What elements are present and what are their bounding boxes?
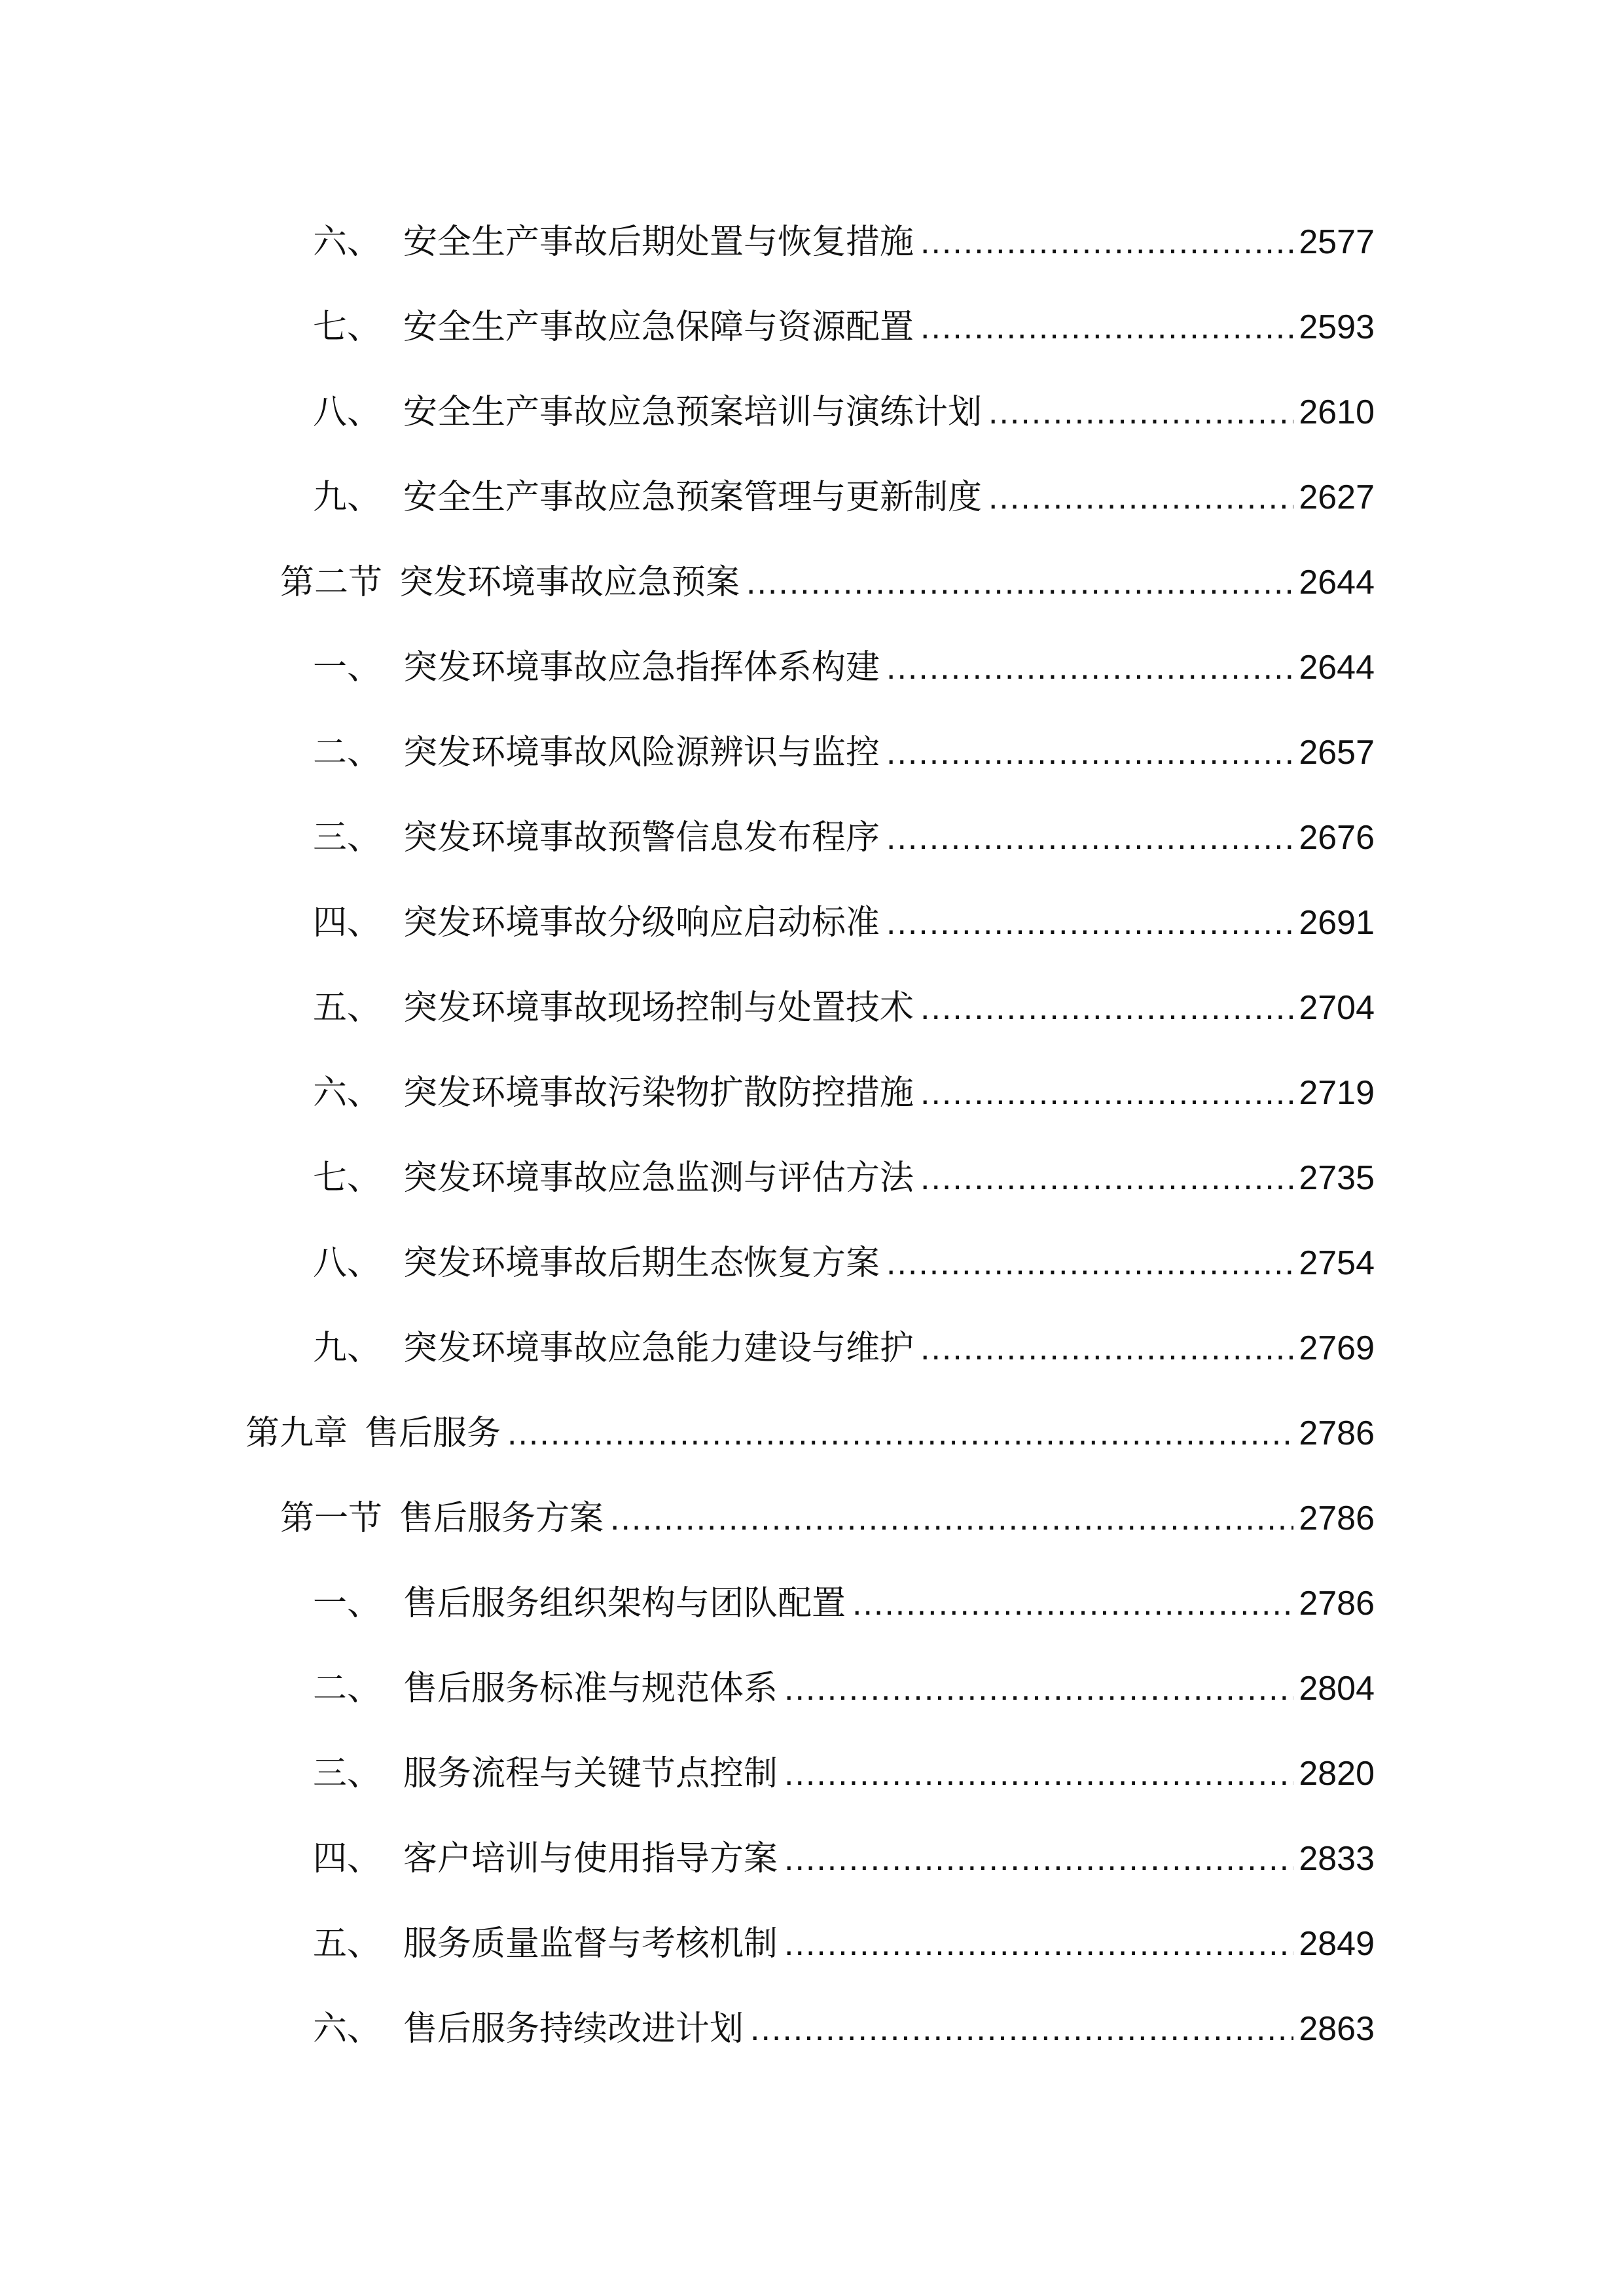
toc-entry-page: 2691 [1299, 904, 1375, 942]
toc-entry[interactable] [0, 1217, 1624, 1283]
toc-entry-label: 三、 [313, 1754, 382, 1793]
leader-dots [920, 1073, 1293, 1113]
leader-dots [920, 1329, 1293, 1368]
leader-dots [886, 1244, 1293, 1283]
toc-entry-title: 安全生产事故应急预案培训与演练计划 [403, 393, 983, 432]
toc-entry-page: 2786 [1299, 1585, 1375, 1623]
toc-entry[interactable] [0, 707, 1624, 772]
toc-entry-page: 2644 [1299, 564, 1375, 601]
toc-entry[interactable] [0, 1558, 1624, 1623]
toc-entry[interactable] [0, 281, 1624, 347]
toc-entry-label: 五、 [313, 1924, 382, 1964]
toc-entry-label: 五、 [313, 988, 382, 1028]
toc-entry-label: 六、 [313, 1073, 382, 1113]
toc-entry-title: 突发环境事故后期生态恢复方案 [403, 1244, 880, 1283]
toc-entry[interactable] [0, 622, 1624, 687]
leader-dots [507, 1414, 1293, 1453]
leader-dots [610, 1499, 1293, 1538]
toc-entry-page: 2804 [1299, 1670, 1375, 1708]
leader-dots [886, 733, 1293, 772]
toc-entry-label: 第二节 [280, 563, 383, 602]
toc-entry[interactable] [0, 1643, 1624, 1708]
toc-entry-title: 突发环境事故污染物扩散防控措施 [403, 1073, 914, 1113]
leader-dots [920, 988, 1293, 1028]
toc-entry-page: 2735 [1299, 1159, 1375, 1197]
leader-dots [852, 1584, 1293, 1623]
toc-entry[interactable] [0, 367, 1624, 432]
toc-entry-page: 2657 [1299, 734, 1375, 772]
toc-entry[interactable] [0, 1898, 1624, 1964]
leader-dots [920, 1158, 1293, 1198]
leader-dots [784, 1924, 1293, 1964]
leader-dots [988, 478, 1293, 517]
toc-entry-title: 售后服务方案 [399, 1499, 604, 1538]
toc-entry-label: 六、 [313, 223, 382, 262]
toc-entry[interactable] [0, 877, 1624, 942]
toc-entry-page: 2833 [1299, 1840, 1375, 1878]
toc-entry[interactable] [0, 196, 1624, 262]
toc-entry-page: 2820 [1299, 1755, 1375, 1793]
toc-entry-title: 安全生产事故应急预案管理与更新制度 [403, 478, 983, 517]
toc-entry-page: 2644 [1299, 649, 1375, 687]
toc-entry-page: 2704 [1299, 989, 1375, 1027]
toc-entry-label: 第九章 [245, 1414, 348, 1453]
leader-dots [784, 1669, 1293, 1708]
toc-entry-label: 三、 [313, 818, 382, 857]
toc-entry-label: 二、 [313, 1669, 382, 1708]
toc-entry-page: 2786 [1299, 1499, 1375, 1537]
toc-entry-label: 七、 [313, 1158, 382, 1198]
toc-entry-label: 六、 [313, 2009, 382, 2049]
toc-entry-title: 突发环境事故分级响应启动标准 [403, 903, 880, 942]
toc-entry-page: 2863 [1299, 2010, 1375, 2048]
toc-entry-page: 2719 [1299, 1074, 1375, 1112]
toc-entry[interactable] [0, 1983, 1624, 2049]
toc-entry-title: 突发环境事故现场控制与处置技术 [403, 988, 914, 1028]
toc-entry-title: 服务质量监督与考核机制 [403, 1924, 778, 1964]
toc-entry-label: 七、 [313, 308, 382, 347]
toc-entry-page: 2627 [1299, 478, 1375, 516]
toc-entry-title: 服务流程与关键节点控制 [403, 1754, 778, 1793]
toc-entry-title: 突发环境事故预警信息发布程序 [403, 818, 880, 857]
toc-entry-title: 售后服务持续改进计划 [403, 2009, 744, 2049]
toc-entry-title: 售后服务组织架构与团队配置 [403, 1584, 846, 1623]
toc-entry-title: 安全生产事故应急保障与资源配置 [403, 308, 914, 347]
toc-entry-page: 2769 [1299, 1329, 1375, 1367]
toc-entry-page: 2786 [1299, 1414, 1375, 1452]
toc-entry[interactable] [0, 962, 1624, 1028]
toc-entry-label: 九、 [313, 1329, 382, 1368]
toc-entry-label: 八、 [313, 393, 382, 432]
toc-entry-label: 四、 [313, 1839, 382, 1878]
toc-entry-title: 客户培训与使用指导方案 [403, 1839, 778, 1878]
toc-entry-title: 安全生产事故后期处置与恢复措施 [403, 223, 914, 262]
toc-entry-title: 突发环境事故应急监测与评估方法 [403, 1158, 914, 1198]
toc-entry[interactable] [0, 452, 1624, 517]
toc-chapter-entry[interactable] [0, 1388, 1624, 1453]
toc-entry-label: 九、 [313, 478, 382, 517]
toc-section-entry[interactable] [0, 537, 1624, 602]
toc-entry-label: 二、 [313, 733, 382, 772]
toc-entry-label: 一、 [313, 1584, 382, 1623]
toc-entry-label: 四、 [313, 903, 382, 942]
leader-dots [886, 818, 1293, 857]
toc-entry[interactable] [0, 1132, 1624, 1198]
toc-entry-title: 突发环境事故应急能力建设与维护 [403, 1329, 914, 1368]
toc-entry[interactable] [0, 1302, 1624, 1368]
toc-entry[interactable] [0, 1813, 1624, 1878]
leader-dots [784, 1839, 1293, 1878]
toc-entry[interactable] [0, 1728, 1624, 1793]
toc-entry-title: 突发环境事故风险源辨识与监控 [403, 733, 880, 772]
toc-entry-label: 八、 [313, 1244, 382, 1283]
leader-dots [886, 903, 1293, 942]
toc-entry-page: 2849 [1299, 1925, 1375, 1963]
toc-entry-title: 突发环境事故应急预案 [399, 563, 740, 602]
toc-entry-page: 2610 [1299, 393, 1375, 431]
toc-entry-label: 第一节 [280, 1499, 383, 1538]
toc-entry-page: 2676 [1299, 819, 1375, 857]
leader-dots [746, 563, 1293, 602]
leader-dots [988, 393, 1293, 432]
leader-dots [920, 308, 1293, 347]
toc-entry-label: 一、 [313, 648, 382, 687]
toc-entry-title: 突发环境事故应急指挥体系构建 [403, 648, 880, 687]
toc-entry[interactable] [0, 792, 1624, 857]
toc-entry-title: 售后服务 [365, 1414, 501, 1453]
toc-section-entry[interactable] [0, 1473, 1624, 1538]
toc-entry-title: 售后服务标准与规范体系 [403, 1669, 778, 1708]
leader-dots [784, 1754, 1293, 1793]
toc-entry[interactable] [0, 1047, 1624, 1113]
toc-entry-page: 2577 [1299, 223, 1375, 261]
leader-dots [886, 648, 1293, 687]
toc-entry-page: 2593 [1299, 308, 1375, 346]
leader-dots [920, 223, 1293, 262]
leader-dots [750, 2009, 1293, 2049]
toc-entry-page: 2754 [1299, 1244, 1375, 1282]
